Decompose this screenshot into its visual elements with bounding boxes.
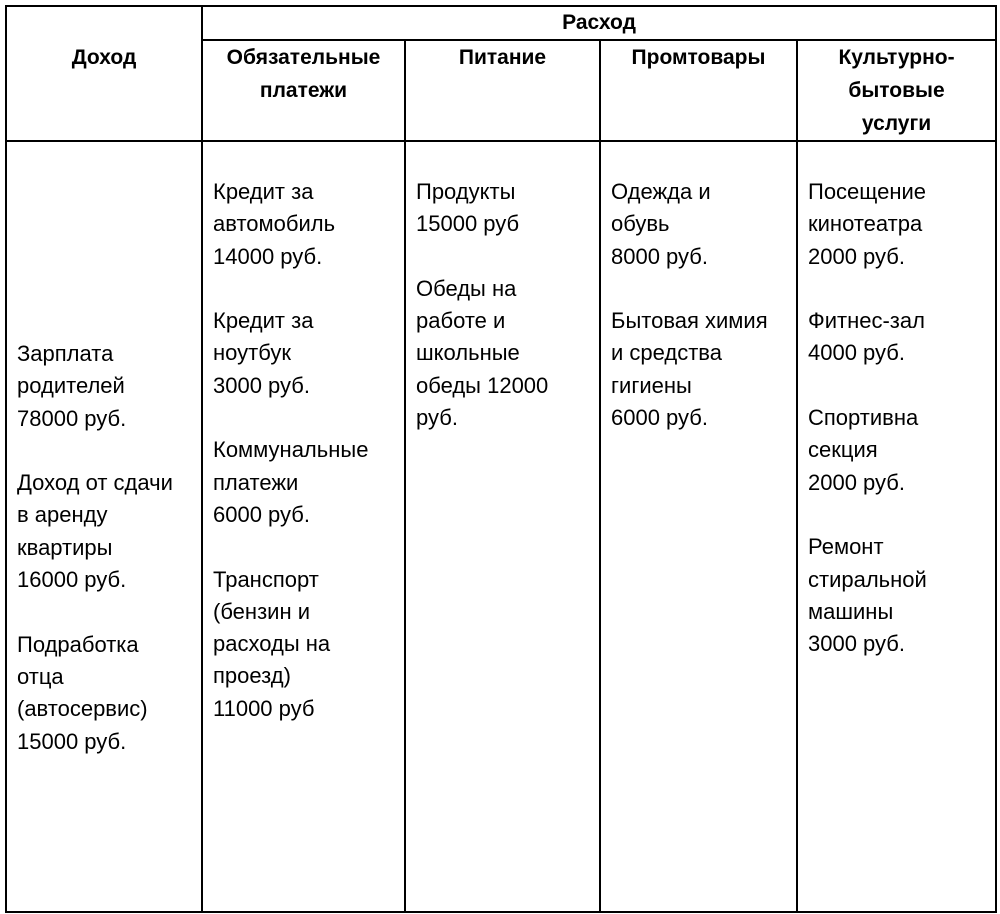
expense-header: Расход	[202, 6, 996, 40]
services-item: Фитнес-зал 4000 руб.	[808, 308, 925, 366]
income-item: Доход от сдачи в аренду квартиры 16000 руб.	[17, 470, 173, 593]
goods-item: Бытовая химия и средства гигиены 6000 руб.	[611, 308, 768, 431]
column-header-mandatory	[202, 40, 405, 141]
income-item: Зарплата родителей 78000 руб.	[17, 341, 127, 431]
header-row-top	[6, 6, 996, 40]
column-header-label: Промтовары	[631, 46, 766, 69]
income-item: Подработка отца (автосервис) 15000 руб.	[17, 631, 148, 754]
mandatory-item: Кредит за автомобиль 14000 руб.	[213, 179, 336, 269]
mandatory-item: Коммунальные платежи 6000 руб.	[213, 437, 369, 527]
column-header-food	[405, 40, 600, 141]
mandatory-item: Кредит за ноутбук 3000 руб.	[213, 308, 314, 398]
income-header: Доход	[6, 6, 202, 141]
services-cell	[797, 141, 996, 912]
column-header-label: Обязательные платежи	[226, 46, 381, 102]
mandatory-cell	[202, 141, 405, 912]
column-header-label: Питание	[458, 46, 547, 69]
table-body-row	[6, 141, 996, 912]
services-item: Ремонт стиральной машины 3000 руб.	[808, 534, 927, 657]
budget-table	[5, 5, 997, 913]
column-header-services	[797, 40, 996, 141]
goods-item: Одежда и обувь 8000 руб.	[611, 179, 711, 269]
services-item: Посещение кинотеатра 2000 руб.	[808, 179, 927, 269]
column-header-goods	[600, 40, 797, 141]
goods-cell	[600, 141, 797, 912]
mandatory-item: Транспорт (бензин и расходы на проезд) 11000 руб	[213, 566, 331, 721]
food-cell	[405, 141, 600, 912]
income-cell	[6, 141, 202, 912]
food-item: Продукты 15000 руб	[416, 179, 520, 237]
food-item: Обеды на работе и школьные обеды 12000 руб.	[416, 275, 549, 431]
services-item: Спортивна секция 2000 руб.	[808, 405, 919, 495]
column-header-label: Культурно- бытовые услуги	[838, 46, 955, 135]
